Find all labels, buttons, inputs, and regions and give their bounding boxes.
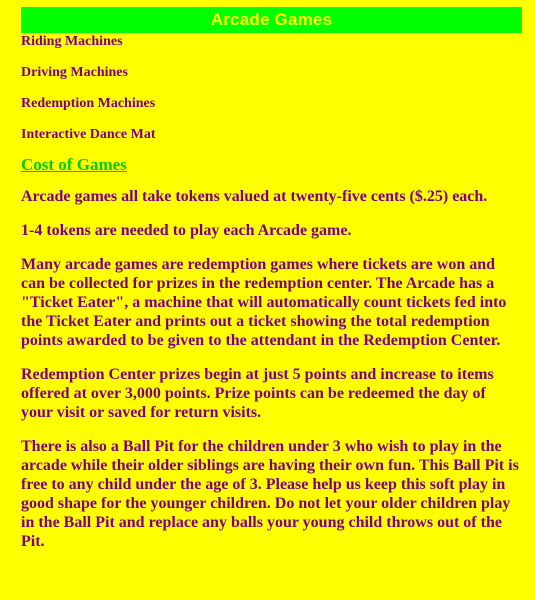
page-title: Arcade Games xyxy=(210,10,333,29)
paragraph-token-value: Arcade games all take tokens valued at twenty-five cents ($.25) each. xyxy=(21,188,488,205)
page-header-bar xyxy=(21,7,522,33)
paragraph-tokens-needed: 1-4 tokens are needed to play each Arcade game. xyxy=(21,222,352,239)
link-interactive-dance-mat[interactable]: Interactive Dance Mat xyxy=(21,127,156,142)
paragraph-ball-pit: There is also a Ball Pit for the children under 3 who wish to play in the arcade while their older siblings are having their own fun. This Ball Pit is free to any child under the age of 3. Please help us keep this soft play in good shape for the younger children. Do not let your older children play in the Ball Pit and replace any balls your young child throws out of the Pit. xyxy=(21,438,519,550)
paragraph-redemption-games: Many arcade games are redemption games where tickets are won and can be collected for prizes in the redemption center. The Arcade has a "Ticket Eater", a machine that will automatically count tickets fed into the Ticket Eater and prints out a ticket showing the total redemption points awarded to be given to the attendant in the Redemption Center. xyxy=(21,256,507,349)
link-driving-machines[interactable]: Driving Machines xyxy=(21,65,128,80)
link-cost-of-games[interactable]: Cost of Games xyxy=(21,155,127,174)
main-content xyxy=(21,34,521,566)
link-redemption-machines[interactable]: Redemption Machines xyxy=(21,96,156,111)
link-riding-machines[interactable]: Riding Machines xyxy=(21,34,123,49)
paragraph-redemption-prizes: Redemption Center prizes begin at just 5 points and increase to items offered at over 3,000 points. Prize points can be redeemed the day of your visit or saved for return visits. xyxy=(21,366,494,421)
